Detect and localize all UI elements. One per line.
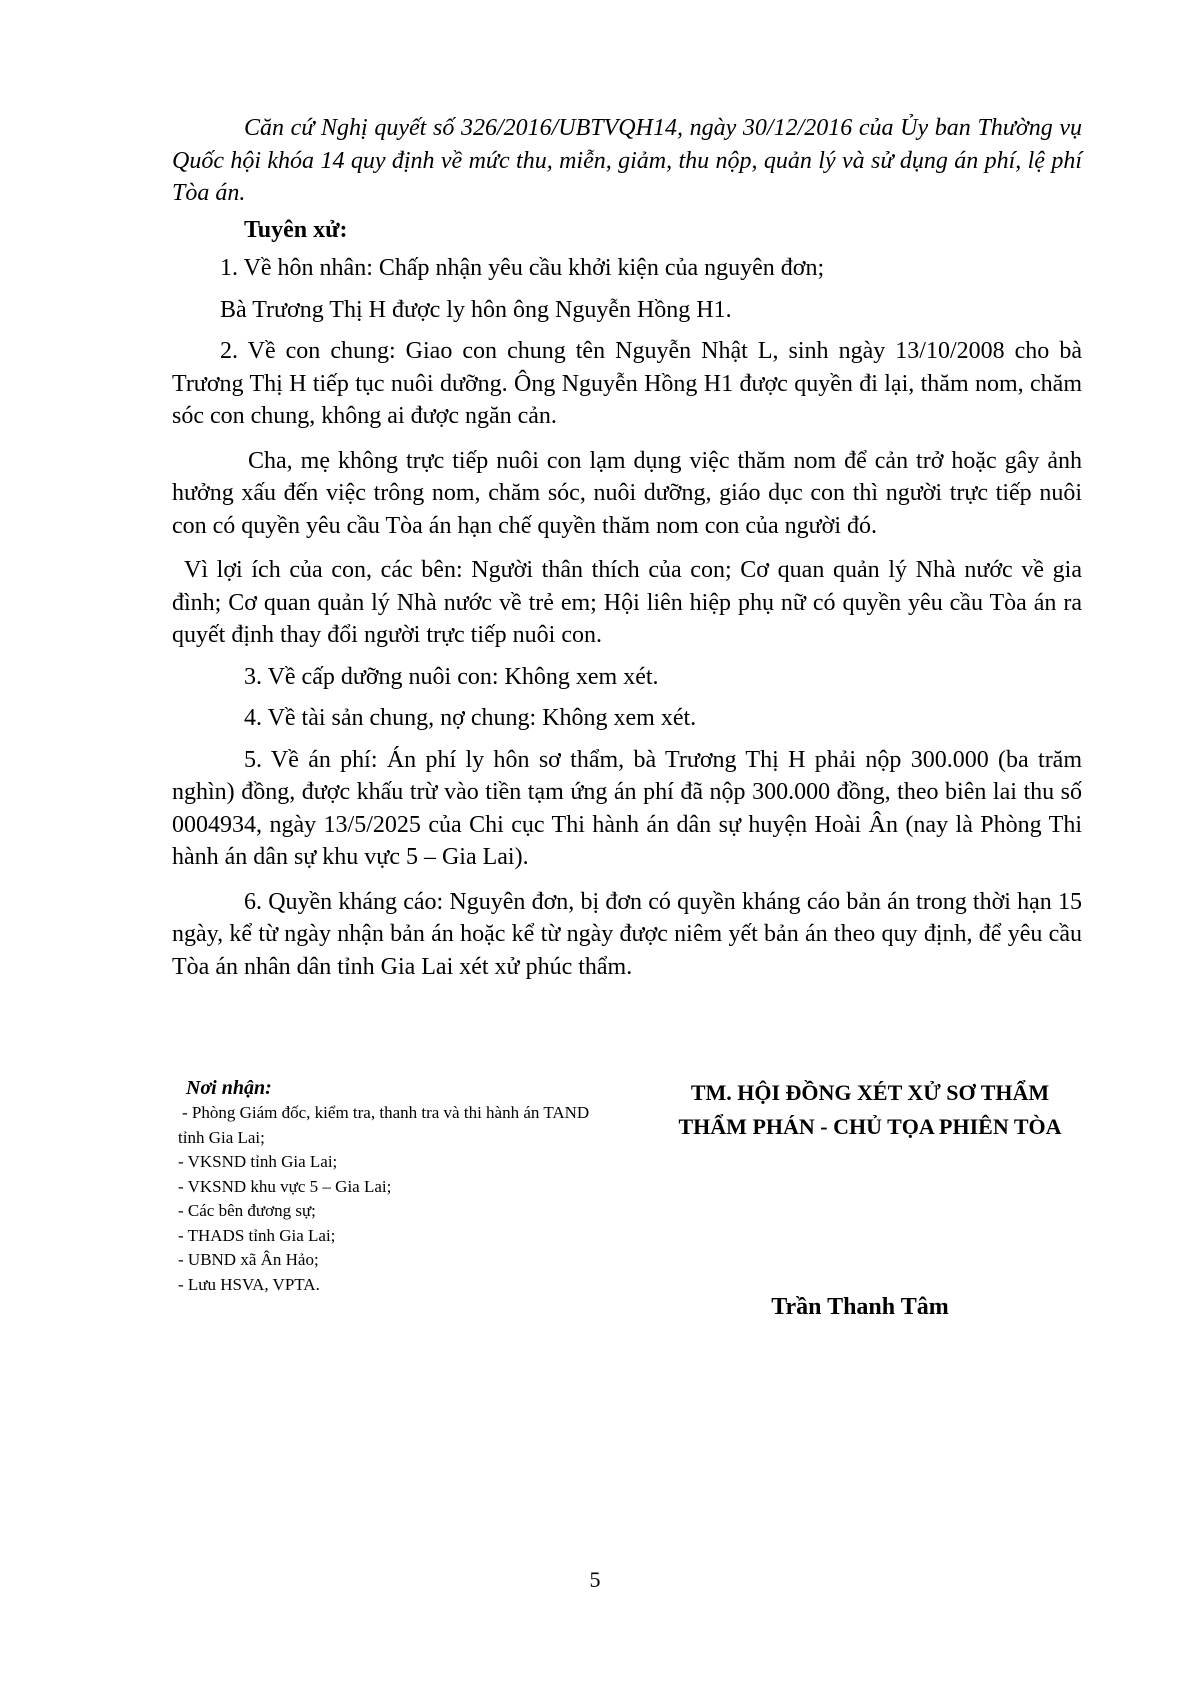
recipient-item: - UBND xã Ân Hảo;	[178, 1250, 319, 1269]
legal-basis-paragraph: Căn cứ Nghị quyết số 326/2016/UBTVQH14, ngày 30/12/2016 của Ủy ban Thường vụ Quốc hội khóa 14 quy định về mức thu, miễn, giảm, thu nộp, quản lý và sử dụng án phí, lệ phí Tòa án.	[172, 115, 1082, 206]
recipient-item: - VKSND tỉnh Gia Lai;	[178, 1152, 338, 1171]
page-number: 5	[589, 1567, 601, 1592]
signature-panel-title: TM. HỘI ĐỒNG XÉT XỬ SƠ THẨM	[690, 1080, 1050, 1105]
visitation-restriction: Cha, mẹ không trực tiếp nuôi con lạm dụng việc thăm nom để cản trở hoặc gây ảnh hưởng xấu đến việc trông nom, chăm sóc, nuôi dưỡng, giáo dục con thì người trực tiếp nuôi con có quyền yêu cầu Tòa án hạn chế quyền thăm nom con của người đó.	[172, 447, 1082, 539]
appeal-right: 6. Quyền kháng cáo: Nguyên đơn, bị đơn có quyền kháng cáo bản án trong thời hạn 15 ngày, kể từ ngày nhận bản án hoặc kể từ ngày được niêm yết bản án theo quy định, để yêu cầu Tòa án nhân dân tỉnh Gia Lai xét xử phúc thẩm.	[172, 888, 1082, 980]
recipient-item: - Các bên đương sự;	[178, 1201, 316, 1220]
recipient-item: - Lưu HSVA, VPTA.	[178, 1274, 320, 1294]
divorce-granted: Bà Trương Thị H được ly hôn ông Nguyễn Hồng H1.	[220, 296, 732, 323]
recipient-item: - Phòng Giám đốc, kiểm tra, thanh tra và thi hành án TAND tỉnh Gia Lai;	[178, 1103, 590, 1147]
signature-block	[620, 1076, 1120, 1144]
signature-role: THẨM PHÁN - CHỦ TỌA PHIÊN TÒA	[678, 1114, 1062, 1139]
judgment-body	[172, 112, 1082, 983]
marriage-ruling: 1. Về hôn nhân: Chấp nhận yêu cầu khởi kiện của nguyên đơn;	[220, 255, 825, 281]
child-custody-ruling: 2. Về con chung: Giao con chung tên Nguyễn Nhật L, sinh ngày 13/10/2008 cho bà Trương Thị H tiếp tục nuôi dưỡng. Ông Nguyễn Hồng H1 được quyền đi lại, thăm nom, chăm sóc con chung, không ai được ngăn cản.	[172, 338, 1082, 429]
custody-change-right: Vì lợi ích của con, các bên: Người thân thích của con; Cơ quan quản lý Nhà nước về gia đình; Cơ quan quản lý Nhà nước về trẻ em; Hội liên hiệp phụ nữ có quyền yêu cầu Tòa án ra quyết định thay đổi người trực tiếp nuôi con.	[172, 557, 1082, 648]
verdict-heading: Tuyên xử:	[244, 216, 348, 243]
recipients-block	[178, 1075, 598, 1297]
property-debt-ruling: 4. Về tài sản chung, nợ chung: Không xem xét.	[244, 705, 697, 731]
recipients-title: Nơi nhận:	[186, 1077, 272, 1099]
court-fee-ruling: 5. Về án phí: Án phí ly hôn sơ thẩm, bà Trương Thị H phải nộp 300.000 (ba trăm nghìn) đồng, được khấu trừ vào tiền tạm ứng án phí đã nộp 300.000 đồng, theo biên lai thu số 0004934, ngày 13/5/2025 của Chi cục Thi hành án dân sự huyện Hoài Ân (nay là Phòng Thi hành án dân sự khu vực 5 – Gia Lai).	[172, 746, 1082, 870]
recipient-item: - VKSND khu vực 5 – Gia Lai;	[178, 1176, 392, 1196]
child-support-ruling: 3. Về cấp dưỡng nuôi con: Không xem xét.	[244, 663, 659, 690]
signer-name: Trần Thanh Tâm	[771, 1294, 949, 1320]
recipient-item: - THADS tỉnh Gia Lai;	[178, 1225, 336, 1245]
